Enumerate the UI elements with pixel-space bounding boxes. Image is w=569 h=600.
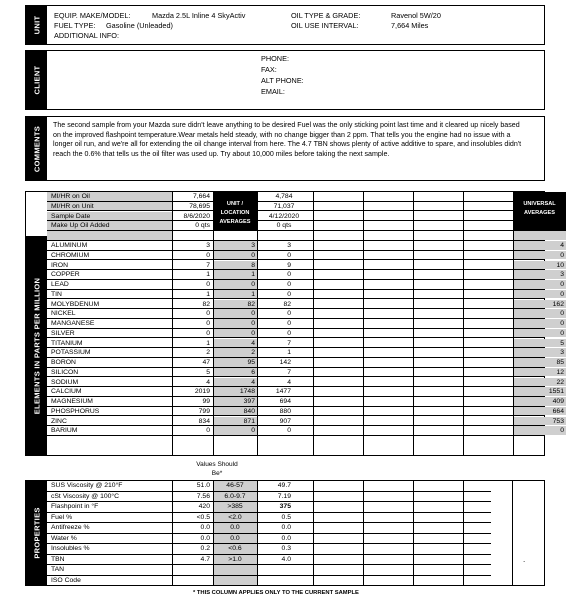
element-name: ALUMINUM — [51, 242, 88, 249]
oil-type-label: OIL TYPE & GRADE: — [291, 11, 361, 20]
element-name: MANGANESE — [51, 320, 95, 327]
spacer-cell-label — [47, 231, 172, 240]
element-current: 0 — [206, 281, 210, 288]
element-row — [47, 319, 564, 329]
element-universal-average: 1551 — [513, 387, 566, 396]
header-row-label: Sample Date — [47, 212, 172, 221]
element-previous: 0 — [287, 310, 291, 318]
element-name: LEAD — [51, 281, 69, 288]
element-current: 7 — [206, 261, 210, 269]
element-name: IRON — [51, 261, 68, 269]
element-row — [47, 251, 564, 261]
property-current: 51.0 — [196, 482, 210, 489]
header-row — [47, 221, 545, 231]
column-divider — [463, 192, 464, 456]
property-name: SUS Viscosity @ 210°F — [51, 482, 123, 489]
element-row — [47, 261, 564, 271]
equip-make-value: Mazda 2.5L Inline 4 SkyActiv — [152, 11, 246, 20]
element-row — [47, 378, 564, 388]
property-previous: 0.3 — [281, 545, 291, 552]
element-universal-average: 162 — [513, 300, 566, 309]
property-row — [47, 565, 491, 576]
property-name: TBN — [51, 555, 65, 563]
current-sample-value: 8/6/2020 — [183, 212, 210, 220]
oil-interval-value: 7,664 Miles — [391, 21, 429, 30]
properties-side-label: PROPERTIES — [26, 481, 47, 585]
property-name: Flashpoint in °F — [51, 503, 99, 510]
oil-interval-label: OIL USE INTERVAL: — [291, 21, 359, 30]
element-row — [47, 280, 564, 290]
element-row — [47, 290, 564, 300]
stray-mark: . — [523, 555, 526, 564]
element-current: 99 — [202, 398, 210, 405]
column-divider — [313, 192, 314, 456]
element-name: ZINC — [51, 417, 67, 425]
current-sample-value: 7,664 — [192, 193, 210, 200]
element-current: 0 — [206, 310, 210, 318]
element-universal-average: 0 — [513, 290, 566, 299]
element-location-average: 840 — [213, 407, 257, 416]
element-universal-average: 4 — [513, 241, 566, 250]
property-should-be: <2.0 — [213, 513, 257, 523]
element-universal-average: 10 — [513, 261, 566, 270]
element-universal-average: 0 — [513, 319, 566, 328]
property-previous: 375 — [279, 503, 291, 510]
unit-side-label: UNIT — [26, 6, 47, 44]
element-name: SILVER — [51, 329, 75, 337]
element-previous: 1 — [287, 349, 291, 357]
property-previous: 7.19 — [277, 492, 291, 500]
element-name: CHROMIUM — [51, 251, 90, 259]
element-previous: 9 — [287, 261, 291, 269]
values-should-be-label: Values Should Be* — [196, 461, 238, 477]
previous-sample-value: 0 qts — [276, 222, 292, 230]
property-name: Water % — [51, 534, 77, 542]
phone-label: PHONE: — [261, 54, 289, 63]
element-universal-average: 664 — [513, 407, 566, 416]
element-row — [47, 300, 564, 310]
fuel-type-value: Gasoline (Unleaded) — [106, 21, 173, 30]
property-current: <0.5 — [196, 513, 210, 521]
property-current — [172, 565, 212, 575]
column-divider — [313, 481, 314, 586]
element-location-average: 397 — [213, 397, 257, 406]
column-divider — [512, 481, 513, 586]
element-location-average: 0 — [213, 251, 257, 260]
property-should-be: 0.0 — [213, 534, 257, 544]
property-should-be: <0.6 — [213, 544, 257, 554]
property-previous: 0.0 — [281, 534, 291, 542]
element-name: COPPER — [51, 271, 80, 279]
element-universal-average: 0 — [513, 251, 566, 260]
header-row — [47, 212, 545, 222]
elements-section — [25, 191, 564, 456]
element-universal-average: 409 — [513, 397, 566, 406]
previous-sample-value: 71,037 — [273, 202, 295, 210]
element-row — [47, 358, 564, 368]
element-current: 1 — [206, 290, 210, 298]
elements-side-label: ELEMENTS IN PARTS PER MILLION — [26, 236, 47, 455]
element-location-average: 0 — [213, 319, 257, 328]
element-current: 2 — [206, 349, 210, 357]
element-current: 0 — [206, 320, 210, 327]
property-row — [47, 523, 491, 534]
element-previous: 7 — [287, 368, 291, 376]
header-row — [47, 202, 545, 212]
element-name: TITANIUM — [51, 339, 83, 347]
properties-section — [25, 480, 545, 586]
column-divider — [257, 192, 258, 456]
element-current: 799 — [198, 407, 210, 415]
property-should-be: 0.0 — [213, 523, 257, 533]
property-row — [47, 502, 491, 513]
header-row — [47, 192, 545, 202]
element-current: 47 — [202, 359, 210, 366]
element-row — [47, 241, 564, 251]
element-name: SILICON — [51, 368, 79, 376]
element-previous: 0 — [287, 320, 291, 327]
unit-section — [25, 5, 545, 45]
element-current: 1 — [206, 339, 210, 347]
property-current: 0.2 — [200, 545, 210, 552]
element-row — [47, 426, 564, 436]
comments-side-label: COMMENTS — [26, 117, 47, 180]
element-row — [47, 270, 564, 280]
element-universal-average: 0 — [513, 426, 566, 435]
element-current: 834 — [198, 417, 210, 425]
client-section — [25, 50, 545, 110]
column-divider — [363, 481, 364, 586]
comments-section — [25, 116, 545, 181]
element-previous: 1477 — [275, 388, 291, 396]
element-location-average: 871 — [213, 417, 257, 426]
element-name: NICKEL — [51, 310, 76, 318]
column-divider — [463, 481, 464, 586]
element-location-average: 6 — [213, 368, 257, 377]
property-row — [47, 544, 491, 555]
location-averages-header: UNIT / LOCATION AVERAGES — [213, 192, 257, 231]
alt-phone-label: ALT PHONE: — [261, 76, 304, 85]
property-name: TAN — [51, 566, 65, 573]
element-row — [47, 407, 564, 417]
element-previous: 0 — [287, 251, 291, 259]
element-previous: 907 — [279, 417, 291, 425]
oil-type-value: Ravenol 5W/20 — [391, 11, 441, 20]
property-should-be: >385 — [213, 502, 257, 512]
property-row — [47, 492, 491, 503]
element-location-average: 1 — [213, 290, 257, 299]
equip-make-label: EQUIP. MAKE/MODEL: — [54, 11, 131, 20]
property-row — [47, 481, 491, 492]
element-current: 5 — [206, 368, 210, 376]
element-location-average: 4 — [213, 378, 257, 387]
element-name: BARIUM — [51, 427, 78, 435]
element-name: TIN — [51, 290, 62, 298]
header-row-label: Make Up Oil Added — [47, 221, 172, 230]
property-current: 0.0 — [200, 524, 210, 531]
property-should-be: 46-57 — [213, 481, 257, 491]
element-row — [47, 348, 564, 358]
property-current: 7.56 — [196, 492, 210, 500]
element-row — [47, 417, 564, 427]
property-row — [47, 534, 491, 545]
element-row — [47, 387, 564, 397]
element-row — [47, 368, 564, 378]
universal-averages-header: UNIVERSAL AVERAGES — [513, 192, 566, 231]
column-divider — [513, 192, 514, 456]
client-side-label: CLIENT — [26, 51, 47, 109]
previous-sample-value: 4,784 — [275, 193, 293, 200]
element-name: CALCIUM — [51, 388, 82, 396]
element-current: 0 — [206, 427, 210, 435]
element-previous: 880 — [279, 407, 291, 415]
element-name: SODIUM — [51, 378, 79, 386]
element-previous: 0 — [287, 290, 291, 298]
property-name: cSt Viscosity @ 100°C — [51, 492, 120, 500]
element-row — [47, 309, 564, 319]
property-should-be: >1.0 — [213, 555, 257, 565]
footnote: * THIS COLUMN APPLIES ONLY TO THE CURRENT SAMPLE — [193, 590, 359, 596]
element-previous: 694 — [279, 398, 291, 405]
element-row — [47, 329, 564, 339]
element-location-average: 95 — [213, 358, 257, 367]
element-previous: 3 — [287, 242, 291, 249]
element-previous: 82 — [283, 300, 291, 308]
property-current: 420 — [198, 503, 210, 510]
element-location-average: 0 — [213, 309, 257, 318]
element-location-average: 0 — [213, 426, 257, 435]
property-current — [172, 576, 212, 586]
element-name: POTASSIUM — [51, 349, 91, 357]
element-current: 82 — [202, 300, 210, 308]
element-row — [47, 339, 564, 349]
element-previous: 4 — [287, 378, 291, 386]
element-previous: 7 — [287, 339, 291, 347]
property-row — [47, 513, 491, 524]
property-previous: 49.7 — [277, 482, 291, 489]
property-row — [47, 576, 491, 587]
element-name: BORON — [51, 359, 76, 366]
column-divider — [172, 481, 173, 586]
element-previous: 142 — [279, 359, 291, 366]
property-should-be — [213, 565, 257, 575]
property-previous — [257, 576, 313, 586]
element-universal-average: 22 — [513, 378, 566, 387]
element-location-average: 1748 — [213, 387, 257, 396]
column-divider — [172, 192, 173, 456]
element-universal-average: 0 — [513, 329, 566, 338]
column-divider — [213, 481, 214, 586]
spacer-cell-universal — [513, 231, 566, 240]
additional-info-label: ADDITIONAL INFO: — [54, 31, 120, 40]
element-row — [47, 397, 564, 407]
property-previous — [257, 565, 313, 575]
property-name: ISO Code — [51, 576, 81, 584]
element-location-average: 8 — [213, 261, 257, 270]
element-previous: 0 — [287, 271, 291, 279]
property-name: Antifreeze % — [51, 524, 90, 531]
property-should-be: 6.0-9.7 — [213, 492, 257, 502]
element-universal-average: 0 — [513, 280, 566, 289]
element-location-average: 0 — [213, 329, 257, 338]
column-divider — [413, 481, 414, 586]
element-current: 0 — [206, 329, 210, 337]
element-universal-average: 3 — [513, 270, 566, 279]
property-current: 0.0 — [200, 534, 210, 542]
element-previous: 0 — [287, 281, 291, 288]
property-previous: 0.5 — [281, 513, 291, 521]
property-previous: 0.0 — [281, 524, 291, 531]
element-universal-average: 753 — [513, 417, 566, 426]
fuel-type-label: FUEL TYPE: — [54, 21, 96, 30]
element-universal-average: 3 — [513, 348, 566, 357]
element-current: 0 — [206, 251, 210, 259]
property-previous: 4.0 — [281, 555, 291, 563]
element-current: 4 — [206, 378, 210, 386]
element-universal-average: 12 — [513, 368, 566, 377]
element-location-average: 82 — [213, 300, 257, 309]
element-location-average: 4 — [213, 339, 257, 348]
spacer-row — [47, 231, 545, 241]
element-name: MOLYBDENUM — [51, 300, 100, 308]
element-current: 3 — [206, 242, 210, 249]
element-universal-average: 0 — [513, 309, 566, 318]
header-row-label: MI/HR on Unit — [47, 202, 172, 211]
element-name: MAGNESIUM — [51, 398, 93, 405]
element-location-average: 2 — [213, 348, 257, 357]
column-divider — [213, 192, 214, 456]
property-current: 4.7 — [200, 555, 210, 563]
property-name: Insolubles % — [51, 545, 90, 552]
element-universal-average: 85 — [513, 358, 566, 367]
element-previous: 0 — [287, 329, 291, 337]
element-name: PHOSPHORUS — [51, 407, 100, 415]
previous-sample-value: 4/12/2020 — [268, 212, 300, 220]
element-location-average: 3 — [213, 241, 257, 250]
element-location-average: 1 — [213, 270, 257, 279]
property-should-be — [213, 576, 257, 586]
column-divider — [363, 192, 364, 456]
column-divider — [257, 481, 258, 586]
current-sample-value: 0 qts — [195, 222, 210, 230]
comments-text: The second sample from your Mazda sure didn't leave anything to be desired Fuel was the only sticking point last time and it cleared up nicely based on the improved flashpoint temperature.Wear metals held steady, with no change bigger than 2 ppm. That tells you the engine had no issue with a longer oil run, and we're all for extending the oil change interval from here. The 4.7 TBN shows plenty of active additive to spare, and insolubles didn't reach the 0.6% that tells us the oil filter was used up. Try about 10,000 miles before taking the next sample. — [53, 121, 522, 159]
header-row-label: MI/HR on Oil — [47, 192, 172, 201]
element-location-average: 0 — [213, 280, 257, 289]
property-row — [47, 555, 491, 566]
fax-label: FAX: — [261, 65, 277, 74]
email-label: EMAIL: — [261, 87, 285, 96]
element-previous: 0 — [287, 427, 291, 435]
property-name: Fuel % — [51, 513, 73, 521]
element-current: 2019 — [194, 388, 210, 396]
column-divider — [413, 192, 414, 456]
element-universal-average: 5 — [513, 339, 566, 348]
current-sample-value: 78,695 — [189, 202, 210, 210]
element-current: 1 — [206, 271, 210, 279]
